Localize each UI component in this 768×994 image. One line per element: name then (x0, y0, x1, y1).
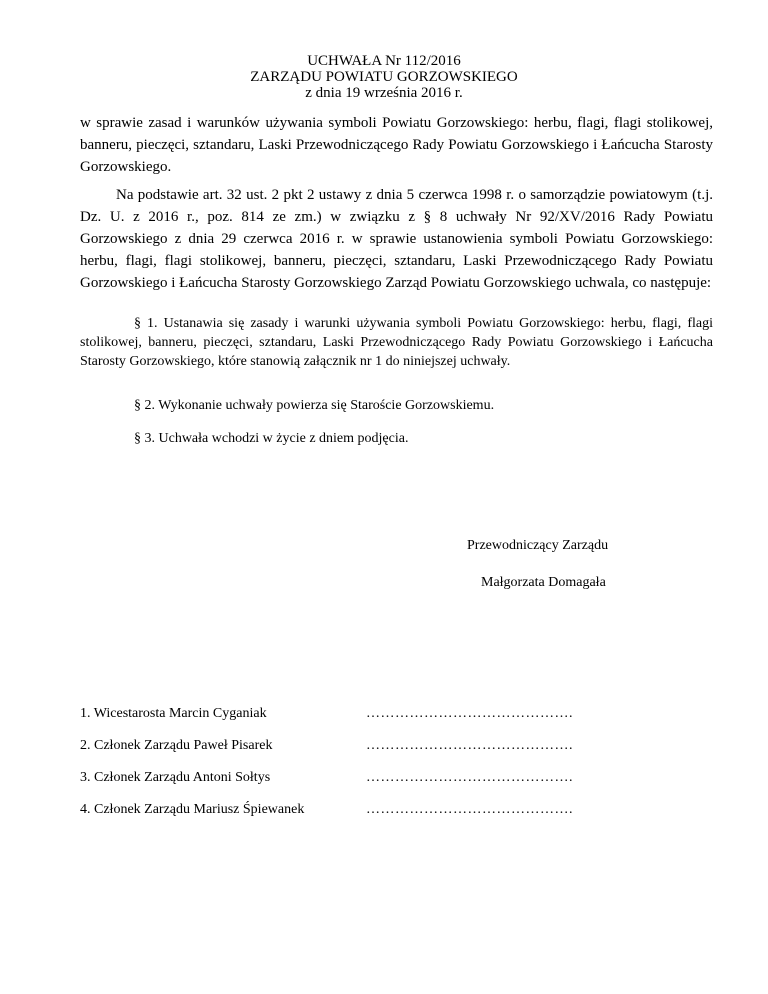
member-row (80, 770, 640, 790)
signature-line: ……………………………………. (366, 706, 573, 721)
member-label: 3. Członek Zarządu Antoni Sołtys (80, 770, 271, 785)
paragraph-1: § 1. Ustanawia się zasady i warunki używania symboli Powiatu Gorzowskiego: herbu, flagi, flagi stolikowej, banneru, pieczęci, sztandaru, Laski Przewodniczącego Rady Powiatu Gorzowskiego i Łańcucha Starosty Gorzowskiego, które stanowią załącznik nr 1 do niniejszej uchwały. (80, 316, 713, 369)
member-label: 2. Członek Zarządu Paweł Pisarek (80, 738, 273, 753)
signature-name: Małgorzata Domagała (481, 575, 606, 590)
member-row (80, 738, 640, 758)
member-label: 1. Wicestarosta Marcin Cyganiak (80, 706, 267, 721)
signature-title: Przewodniczący Zarządu (467, 538, 609, 553)
resolution-date: z dnia 19 września 2016 r. (305, 85, 463, 101)
signature-line: ……………………………………. (366, 770, 573, 785)
legal-basis-preamble: Na podstawie art. 32 ust. 2 pkt 2 ustawy z dnia 5 czerwca 1998 r. o samorządzie powiatowym (t.j. Dz. U. z 2016 r., poz. 814 ze zm.) w związku z § 8 uchwały Nr 92/XV/2016 Rady Powiatu Gorzowskiego z dnia 29 czerwca 2016 r. w sprawie ustanowienia symboli Powiatu Gorzowskiego: herbu, flagi, flagi stolikowej, banneru, pieczęci, sztandaru, Laski Przewodniczącego Rady Powiatu Gorzowskiego i Łańcucha Starosty Gorzowskiego Zarząd Powiatu Gorzowskiego uchwala, co następuje: (80, 187, 713, 291)
member-row (80, 802, 640, 822)
paragraph-2: § 2. Wykonanie uchwały powierza się Staroście Gorzowskiemu. (134, 398, 495, 413)
signature-line: ……………………………………. (366, 802, 573, 817)
resolution-number: UCHWAŁA Nr 112/2016 (307, 53, 461, 69)
signature-line: ……………………………………. (366, 738, 573, 753)
member-row (80, 706, 640, 726)
paragraph-3: § 3. Uchwała wchodzi w życie z dniem podjęcia. (134, 431, 409, 446)
issuing-body: ZARZĄDU POWIATU GORZOWSKIEGO (250, 69, 518, 85)
resolution-header (0, 53, 768, 101)
resolution-subject: w sprawie zasad i warunków używania symboli Powiatu Gorzowskiego: herbu, flagi, flagi stolikowej, banneru, pieczęci, sztandaru, Laski Przewodniczącego Rady Powiatu Gorzowskiego i Łańcucha Starosty Gorzowskiego. (80, 115, 713, 175)
member-label: 4. Członek Zarządu Mariusz Śpiewanek (80, 802, 305, 817)
